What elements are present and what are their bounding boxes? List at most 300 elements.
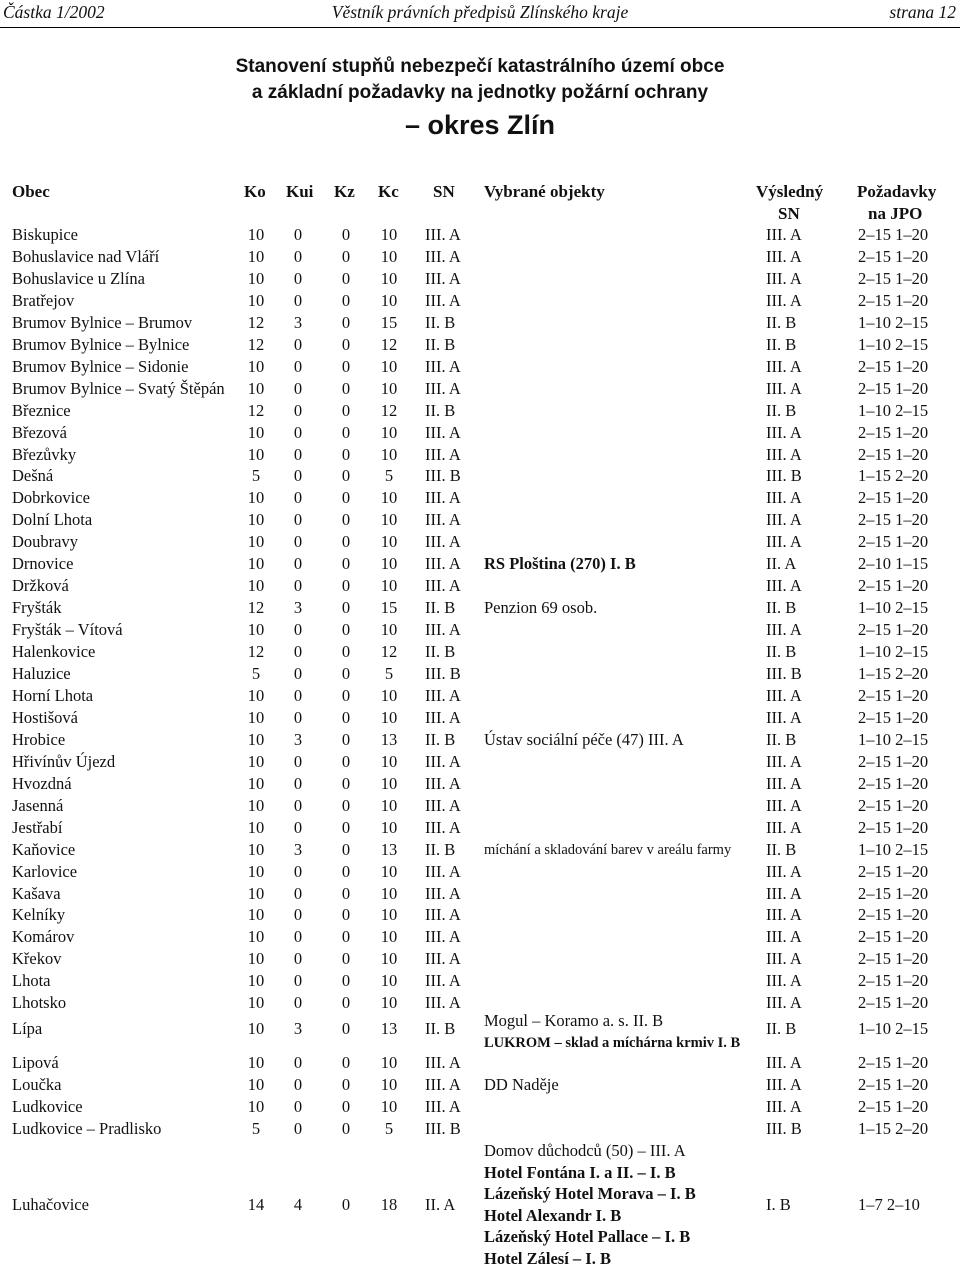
cell-kc: 10 bbox=[380, 510, 398, 530]
cell-sn: III. A bbox=[425, 246, 461, 266]
cell-pozadavky: 2–15 1–20 bbox=[858, 817, 929, 837]
cell-vybrane-objekty: Hotel Zálesí – I. B bbox=[484, 1248, 611, 1268]
cell-obec: Brumov Bylnice – Brumov bbox=[12, 312, 193, 332]
cell-pozadavky: 1–10 2–15 bbox=[858, 312, 929, 332]
cell-vysledny-sn: III. A bbox=[766, 225, 802, 244]
cell-pozadavky: 2–15 1–20 bbox=[858, 620, 929, 640]
cell-kc: 10 bbox=[380, 576, 398, 596]
cell-ko: 10 bbox=[247, 993, 265, 1013]
cell-kc: 10 bbox=[380, 620, 398, 640]
cell-kz: 0 bbox=[341, 400, 351, 420]
cell-obec: Drnovice bbox=[12, 554, 74, 574]
header-obec: Obec bbox=[12, 182, 50, 201]
cell-ko: 10 bbox=[247, 861, 265, 881]
cell-vybrane-objekty: míchání a skladování barev v areálu farmy bbox=[484, 841, 732, 858]
cell-kz: 0 bbox=[341, 751, 351, 771]
cell-obec: Loučka bbox=[12, 1074, 62, 1094]
title-line-3: – okres Zlín bbox=[404, 110, 556, 140]
cell-sn: II. B bbox=[425, 334, 456, 354]
cell-vybrane-objekty: Lázeňský Hotel Pallace – I. B bbox=[484, 1227, 691, 1246]
cell-obec: Lhota bbox=[12, 971, 51, 991]
cell-kc: 10 bbox=[380, 554, 398, 574]
cell-kc: 15 bbox=[380, 312, 398, 332]
cell-obec: Horní Lhota bbox=[12, 685, 94, 705]
cell-kz: 0 bbox=[341, 642, 351, 662]
cell-sn: III. A bbox=[425, 488, 461, 508]
cell-ko: 12 bbox=[247, 334, 265, 354]
cell-obec: Dolní Lhota bbox=[12, 510, 93, 530]
cell-kc: 10 bbox=[380, 378, 398, 398]
cell-obec: Držková bbox=[12, 576, 69, 596]
cell-kz: 0 bbox=[341, 510, 351, 530]
cell-kz: 0 bbox=[341, 817, 351, 837]
cell-kz: 0 bbox=[341, 422, 351, 442]
cell-kz: 0 bbox=[341, 444, 351, 464]
table-row bbox=[0, 773, 960, 795]
cell-sn: III. A bbox=[425, 532, 461, 552]
cell-sn: III. A bbox=[425, 290, 461, 310]
cell-kui: 0 bbox=[293, 1118, 303, 1138]
cell-sn: II. B bbox=[425, 598, 456, 618]
cell-kui: 0 bbox=[293, 1074, 303, 1094]
cell-vysledny-sn: II. B bbox=[766, 839, 797, 859]
cell-kc: 10 bbox=[380, 444, 398, 464]
cell-ko: 10 bbox=[247, 422, 265, 442]
cell-sn: III. A bbox=[425, 576, 461, 596]
cell-kc: 10 bbox=[380, 949, 398, 969]
cell-kc: 10 bbox=[380, 488, 398, 508]
cell-kc: 12 bbox=[380, 334, 398, 354]
cell-sn: III. A bbox=[425, 444, 461, 464]
cell-vybrane-objekty: Lázeňský Hotel Morava – I. B bbox=[484, 1184, 696, 1203]
table-row bbox=[0, 290, 960, 312]
cell-kui: 0 bbox=[293, 795, 303, 815]
cell-kui: 0 bbox=[293, 927, 303, 947]
cell-sn: II. B bbox=[425, 312, 456, 332]
cell-kz: 0 bbox=[341, 532, 351, 552]
table-row bbox=[0, 751, 960, 773]
cell-vysledny-sn: III. A bbox=[766, 773, 802, 793]
cell-kui: 0 bbox=[293, 444, 303, 464]
table-row bbox=[0, 1052, 960, 1074]
cell-kz: 0 bbox=[341, 466, 351, 486]
cell-vybrane-objekty: Penzion 69 osob. bbox=[484, 598, 598, 618]
cell-pozadavky: 1–15 2–20 bbox=[858, 664, 929, 683]
cell-sn: III. A bbox=[425, 927, 461, 947]
cell-kc: 13 bbox=[380, 1019, 398, 1038]
cell-ko: 12 bbox=[247, 598, 265, 618]
cell-kz: 0 bbox=[341, 795, 351, 815]
cell-kui: 0 bbox=[293, 225, 303, 244]
cell-kz: 0 bbox=[341, 334, 351, 354]
cell-obec: Jasenná bbox=[12, 795, 64, 815]
cell-kz: 0 bbox=[341, 1096, 351, 1116]
cell-vysledny-sn: II. B bbox=[766, 729, 797, 749]
cell-pozadavky: 2–15 1–20 bbox=[858, 707, 929, 727]
cell-kc: 15 bbox=[380, 598, 398, 618]
cell-vybrane-objekty: DD Naděje bbox=[484, 1074, 559, 1094]
cell-kui: 0 bbox=[293, 488, 303, 508]
cell-obec: Bohuslavice u Zlína bbox=[12, 268, 145, 288]
cell-kui: 0 bbox=[293, 861, 303, 881]
cell-ko: 10 bbox=[247, 510, 265, 530]
cell-sn: III. A bbox=[425, 268, 461, 288]
cell-vysledny-sn: II. B bbox=[766, 400, 797, 420]
cell-pozadavky: 1–10 2–15 bbox=[858, 334, 929, 354]
cell-sn: III. A bbox=[425, 905, 461, 925]
cell-vysledny-sn: III. A bbox=[766, 971, 802, 991]
table-row bbox=[0, 246, 960, 268]
cell-kui: 0 bbox=[293, 773, 303, 793]
cell-kui: 0 bbox=[293, 1096, 303, 1116]
cell-pozadavky: 2–15 1–20 bbox=[858, 576, 929, 596]
cell-vysledny-sn: III. A bbox=[766, 685, 802, 705]
cell-sn: II. B bbox=[425, 642, 456, 662]
header-sn: SN bbox=[433, 182, 455, 201]
cell-vybrane-objekty: Domov důchodců (50) – III. A bbox=[484, 1141, 686, 1160]
journal-title: Věstník právních předpisů Zlínského kraje bbox=[331, 2, 629, 22]
cell-vysledny-sn: II. B bbox=[766, 312, 797, 332]
cell-pozadavky: 2–15 1–20 bbox=[858, 773, 929, 793]
cell-kc: 10 bbox=[380, 861, 398, 881]
table-row bbox=[0, 1118, 960, 1140]
header-pozadavky-2: na JPO bbox=[868, 204, 923, 223]
cell-obec: Hvozdná bbox=[12, 773, 72, 793]
cell-pozadavky: 1–10 2–15 bbox=[858, 400, 929, 420]
cell-pozadavky: 2–15 1–20 bbox=[858, 1053, 929, 1072]
cell-kz: 0 bbox=[341, 378, 351, 398]
cell-kc: 10 bbox=[380, 1096, 398, 1116]
table-row bbox=[0, 883, 960, 905]
cell-vysledny-sn: III. A bbox=[766, 532, 802, 552]
cell-ko: 10 bbox=[247, 971, 265, 991]
table-row bbox=[0, 861, 960, 883]
cell-obec: Březová bbox=[12, 422, 67, 442]
cell-sn: II. B bbox=[425, 729, 456, 749]
cell-kc: 5 bbox=[384, 664, 394, 683]
cell-obec: Fryšták – Vítová bbox=[12, 620, 123, 640]
cell-kz: 0 bbox=[341, 312, 351, 332]
cell-sn: III. A bbox=[425, 1074, 461, 1094]
cell-vysledny-sn: III. B bbox=[766, 1118, 802, 1138]
cell-ko: 10 bbox=[247, 883, 265, 903]
cell-vysledny-sn: III. A bbox=[766, 246, 802, 266]
cell-sn: III. A bbox=[425, 554, 461, 574]
cell-ko: 12 bbox=[247, 642, 265, 662]
table-row bbox=[0, 817, 960, 839]
title-line-1: Stanovení stupňů nebezpečí katastrálního území obce bbox=[235, 56, 725, 77]
cell-kc: 10 bbox=[380, 1074, 398, 1094]
cell-kc: 10 bbox=[380, 795, 398, 815]
cell-obec: Doubravy bbox=[12, 532, 78, 552]
cell-ko: 10 bbox=[247, 795, 265, 815]
cell-pozadavky: 1–10 2–15 bbox=[858, 729, 929, 749]
cell-kc: 10 bbox=[380, 707, 398, 727]
cell-kz: 0 bbox=[341, 1195, 351, 1214]
table-row bbox=[0, 729, 960, 751]
cell-obec: Hostišová bbox=[12, 707, 78, 727]
cell-vysledny-sn: II. B bbox=[766, 334, 797, 354]
cell-sn: III. A bbox=[425, 422, 461, 442]
cell-obec: Lipová bbox=[12, 1053, 59, 1072]
cell-vysledny-sn: III. A bbox=[766, 268, 802, 288]
cell-kz: 0 bbox=[341, 290, 351, 310]
cell-pozadavky: 2–15 1–20 bbox=[858, 532, 929, 552]
table-row bbox=[0, 795, 960, 817]
cell-obec: Luhačovice bbox=[12, 1195, 89, 1214]
cell-sn: III. A bbox=[425, 817, 461, 837]
cell-obec: Kelníky bbox=[12, 905, 66, 925]
cell-vysledny-sn: III. A bbox=[766, 444, 802, 464]
cell-sn: II. B bbox=[425, 400, 456, 420]
cell-obec: Brumov Bylnice – Sidonie bbox=[12, 356, 189, 376]
cell-vysledny-sn: III. A bbox=[766, 707, 802, 727]
cell-vybrane-objekty: Mogul – Koramo a. s. II. B bbox=[484, 1011, 664, 1030]
cell-kui: 0 bbox=[293, 620, 303, 640]
cell-vysledny-sn: III. A bbox=[766, 883, 802, 903]
cell-ko: 14 bbox=[247, 1195, 265, 1214]
cell-kc: 10 bbox=[380, 773, 398, 793]
cell-kui: 0 bbox=[293, 707, 303, 727]
cell-ko: 10 bbox=[247, 1096, 265, 1116]
cell-obec: Komárov bbox=[12, 927, 75, 947]
table-row bbox=[0, 948, 960, 970]
cell-pozadavky: 1–10 2–15 bbox=[858, 1019, 929, 1038]
cell-kc: 5 bbox=[384, 1118, 394, 1138]
cell-sn: III. B bbox=[425, 664, 461, 683]
cell-kc: 10 bbox=[380, 356, 398, 376]
cell-pozadavky: 2–15 1–20 bbox=[858, 378, 929, 398]
cell-kc: 10 bbox=[380, 905, 398, 925]
cell-vysledny-sn: II. B bbox=[766, 1019, 797, 1038]
cell-vysledny-sn: III. A bbox=[766, 949, 802, 969]
cell-kz: 0 bbox=[341, 729, 351, 749]
cell-sn: III. A bbox=[425, 751, 461, 771]
cell-pozadavky: 2–15 1–20 bbox=[858, 927, 929, 947]
header-pozadavky-1: Požadavky bbox=[857, 182, 937, 201]
cell-obec: Biskupice bbox=[12, 225, 78, 244]
cell-pozadavky: 2–15 1–20 bbox=[858, 971, 929, 991]
cell-sn: III. A bbox=[425, 883, 461, 903]
cell-kz: 0 bbox=[341, 554, 351, 574]
cell-ko: 10 bbox=[247, 1053, 265, 1072]
cell-ko: 10 bbox=[247, 378, 265, 398]
cell-kui: 0 bbox=[293, 993, 303, 1013]
cell-ko: 10 bbox=[247, 268, 265, 288]
cell-kc: 12 bbox=[380, 642, 398, 662]
cell-sn: III. A bbox=[425, 378, 461, 398]
cell-vysledny-sn: III. A bbox=[766, 488, 802, 508]
header-vybrane-objekty: Vybrané objekty bbox=[484, 182, 605, 201]
cell-kui: 0 bbox=[293, 246, 303, 266]
cell-vysledny-sn: I. B bbox=[766, 1195, 791, 1214]
cell-ko: 10 bbox=[247, 356, 265, 376]
cell-vysledny-sn: III. A bbox=[766, 422, 802, 442]
header-vysledny-sn-1: Výsledný bbox=[756, 182, 824, 201]
table-row bbox=[0, 619, 960, 641]
table-row bbox=[0, 707, 960, 729]
table-row bbox=[0, 400, 960, 422]
cell-obec: Halenkovice bbox=[12, 642, 96, 662]
cell-pozadavky: 2–15 1–20 bbox=[858, 246, 929, 266]
cell-sn: II. B bbox=[425, 1019, 456, 1038]
table-row bbox=[0, 444, 960, 466]
table-row bbox=[0, 575, 960, 597]
cell-kui: 0 bbox=[293, 400, 303, 420]
cell-ko: 10 bbox=[247, 290, 265, 310]
table-row bbox=[0, 312, 960, 334]
cell-sn: II. B bbox=[425, 839, 456, 859]
cell-vybrane-objekty: Hotel Fontána I. a II. – I. B bbox=[484, 1162, 676, 1182]
cell-kc: 10 bbox=[380, 817, 398, 837]
cell-ko: 10 bbox=[247, 839, 265, 859]
cell-vysledny-sn: III. A bbox=[766, 927, 802, 947]
cell-kui: 0 bbox=[293, 532, 303, 552]
table-row bbox=[0, 970, 960, 992]
header-kz: Kz bbox=[334, 182, 355, 201]
cell-kui: 0 bbox=[293, 378, 303, 398]
cell-vysledny-sn: III. A bbox=[766, 620, 802, 640]
cell-pozadavky: 2–10 1–15 bbox=[858, 554, 929, 574]
cell-kz: 0 bbox=[341, 1053, 351, 1072]
cell-ko: 10 bbox=[247, 532, 265, 552]
cell-sn: III. A bbox=[425, 773, 461, 793]
cell-kc: 5 bbox=[384, 466, 394, 486]
cell-ko: 10 bbox=[247, 246, 265, 266]
cell-obec: Lhotsko bbox=[12, 993, 67, 1013]
cell-sn: III. A bbox=[425, 225, 461, 244]
cell-kui: 0 bbox=[293, 642, 303, 662]
cell-pozadavky: 2–15 1–20 bbox=[858, 225, 929, 244]
cell-ko: 12 bbox=[247, 312, 265, 332]
cell-kz: 0 bbox=[341, 268, 351, 288]
cell-vysledny-sn: II. B bbox=[766, 642, 797, 662]
cell-pozadavky: 2–15 1–20 bbox=[858, 356, 929, 376]
cell-pozadavky: 2–15 1–20 bbox=[858, 883, 929, 903]
cell-vysledny-sn: III. A bbox=[766, 817, 802, 837]
cell-obec: Haluzice bbox=[12, 664, 71, 683]
cell-obec: Březůvky bbox=[12, 444, 77, 464]
cell-pozadavky: 2–15 1–20 bbox=[858, 861, 929, 881]
cell-sn: III. A bbox=[425, 356, 461, 376]
table-row bbox=[0, 1010, 960, 1054]
cell-ko: 10 bbox=[247, 927, 265, 947]
cell-pozadavky: 2–15 1–20 bbox=[858, 444, 929, 464]
cell-pozadavky: 2–15 1–20 bbox=[858, 1096, 929, 1116]
cell-kc: 10 bbox=[380, 532, 398, 552]
cell-kc: 10 bbox=[380, 246, 398, 266]
cell-kz: 0 bbox=[341, 949, 351, 969]
cell-sn: III. A bbox=[425, 795, 461, 815]
cell-sn: III. A bbox=[425, 861, 461, 881]
cell-kui: 0 bbox=[293, 664, 303, 683]
cell-ko: 10 bbox=[247, 576, 265, 596]
cell-kui: 0 bbox=[293, 268, 303, 288]
cell-kz: 0 bbox=[341, 664, 351, 683]
cell-kui: 0 bbox=[293, 554, 303, 574]
cell-obec: Karlovice bbox=[12, 861, 78, 881]
cell-pozadavky: 2–15 1–20 bbox=[858, 751, 929, 771]
cell-kc: 10 bbox=[380, 1053, 398, 1072]
table-row bbox=[0, 334, 960, 356]
cell-sn: III. A bbox=[425, 949, 461, 969]
cell-obec: Kašava bbox=[12, 883, 61, 903]
table-row bbox=[0, 597, 960, 619]
cell-kz: 0 bbox=[341, 905, 351, 925]
cell-ko: 10 bbox=[247, 554, 265, 574]
cell-obec: Brumov Bylnice – Svatý Štěpán bbox=[12, 378, 225, 398]
cell-sn: III. B bbox=[425, 1118, 461, 1138]
cell-kc: 13 bbox=[380, 729, 398, 749]
cell-kc: 10 bbox=[380, 927, 398, 947]
cell-ko: 12 bbox=[247, 400, 265, 420]
cell-kz: 0 bbox=[341, 598, 351, 618]
cell-kui: 0 bbox=[293, 883, 303, 903]
cell-obec: Hrobice bbox=[12, 729, 66, 749]
cell-kc: 10 bbox=[380, 751, 398, 771]
cell-sn: II. A bbox=[425, 1195, 456, 1214]
cell-pozadavky: 2–15 1–20 bbox=[858, 268, 929, 288]
cell-pozadavky: 2–15 1–20 bbox=[858, 685, 929, 705]
cell-obec: Bohuslavice nad Vláří bbox=[12, 246, 160, 266]
cell-sn: III. A bbox=[425, 993, 461, 1013]
cell-vysledny-sn: III. A bbox=[766, 576, 802, 596]
cell-pozadavky: 1–7 2–10 bbox=[858, 1195, 920, 1214]
cell-sn: III. A bbox=[425, 685, 461, 705]
cell-ko: 10 bbox=[247, 1019, 265, 1038]
table-row bbox=[0, 422, 960, 444]
cell-pozadavky: 2–15 1–20 bbox=[858, 905, 929, 925]
cell-kui: 0 bbox=[293, 422, 303, 442]
header-ko: Ko bbox=[244, 182, 266, 201]
cell-vysledny-sn: II. A bbox=[766, 554, 797, 574]
cell-pozadavky: 2–15 1–20 bbox=[858, 949, 929, 969]
cell-vysledny-sn: III. A bbox=[766, 1096, 802, 1116]
cell-obec: Kaňovice bbox=[12, 839, 76, 859]
cell-vysledny-sn: III. A bbox=[766, 861, 802, 881]
cell-kz: 0 bbox=[341, 685, 351, 705]
cell-kui: 0 bbox=[293, 685, 303, 705]
cell-kz: 0 bbox=[341, 773, 351, 793]
cell-pozadavky: 1–10 2–15 bbox=[858, 839, 929, 859]
issue-number: Částka 1/2002 bbox=[3, 2, 105, 22]
cell-sn: III. A bbox=[425, 971, 461, 991]
cell-kz: 0 bbox=[341, 576, 351, 596]
cell-vysledny-sn: III. A bbox=[766, 356, 802, 376]
cell-kz: 0 bbox=[341, 1019, 351, 1038]
cell-kz: 0 bbox=[341, 883, 351, 903]
table-row bbox=[0, 378, 960, 400]
table-row bbox=[0, 904, 960, 926]
table-row bbox=[0, 224, 960, 246]
cell-kui: 3 bbox=[293, 1019, 303, 1038]
cell-kui: 0 bbox=[293, 334, 303, 354]
cell-kz: 0 bbox=[341, 620, 351, 640]
cell-vybrane-objekty: RS Ploština (270) I. B bbox=[484, 554, 636, 574]
cell-vysledny-sn: III. B bbox=[766, 466, 802, 486]
cell-vysledny-sn: III. A bbox=[766, 378, 802, 398]
table-row bbox=[0, 356, 960, 378]
cell-vysledny-sn: II. B bbox=[766, 598, 797, 618]
cell-kz: 0 bbox=[341, 707, 351, 727]
cell-kz: 0 bbox=[341, 488, 351, 508]
cell-kc: 12 bbox=[380, 400, 398, 420]
header-kui: Kui bbox=[286, 182, 314, 201]
cell-kui: 0 bbox=[293, 356, 303, 376]
cell-obec: Dobrkovice bbox=[12, 488, 90, 508]
cell-kc: 13 bbox=[380, 839, 398, 859]
cell-kz: 0 bbox=[341, 861, 351, 881]
